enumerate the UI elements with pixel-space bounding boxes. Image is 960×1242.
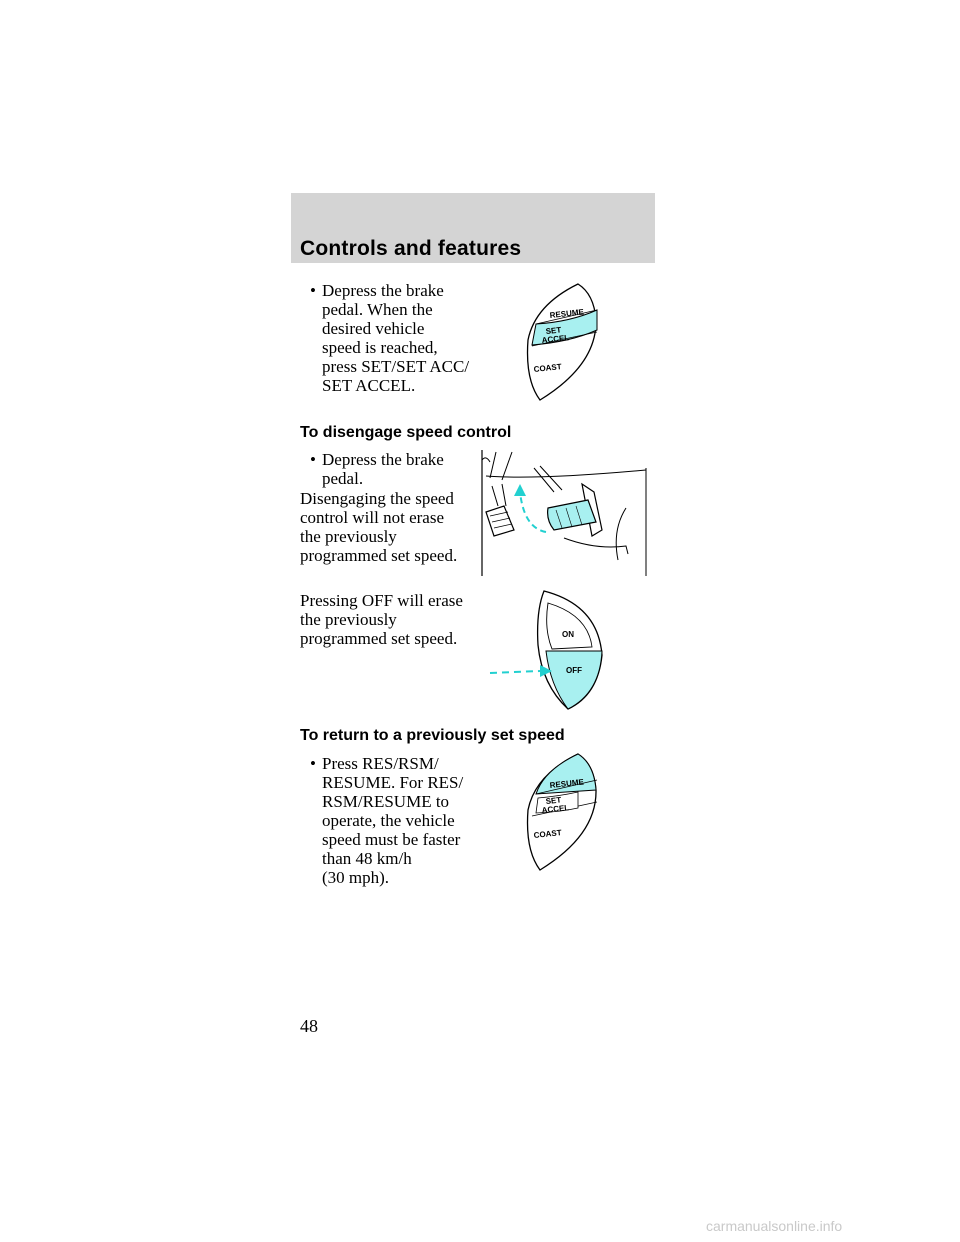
- brake-pedal-figure: [476, 450, 656, 580]
- text-line: desired vehicle: [322, 319, 425, 338]
- coast-label: COAST: [533, 362, 563, 374]
- text-line: pedal.: [322, 469, 364, 488]
- text-block-set-speed: [322, 281, 469, 395]
- text-line: the previously: [300, 527, 397, 546]
- text-block-brake: [322, 450, 444, 488]
- speed-control-switch-set-figure: [500, 280, 620, 410]
- accel-label: ACCEL: [541, 803, 570, 815]
- text-block-disengage-note: [300, 489, 457, 565]
- text-line: programmed set speed.: [300, 629, 458, 648]
- text-line: than 48 km/h: [322, 849, 412, 868]
- text-line: operate, the vehicle: [322, 811, 455, 830]
- text-line: Depress the brake: [322, 281, 444, 300]
- bullet: •: [310, 281, 316, 300]
- on-off-switch-figure: [488, 585, 638, 715]
- text-line: programmed set speed.: [300, 546, 458, 565]
- text-line: the previously: [300, 610, 397, 629]
- text-block-resume: [322, 754, 463, 887]
- accel-label: ACCEL: [541, 333, 570, 345]
- page-number: 48: [300, 1016, 318, 1036]
- resume-label: RESUME: [549, 777, 585, 790]
- text-line: SET ACCEL.: [322, 376, 416, 395]
- set-label: SET: [545, 795, 562, 806]
- text-line: RESUME. For RES/: [322, 773, 464, 792]
- text-line: press SET/SET ACC/: [322, 357, 470, 376]
- text-line: pedal. When the: [322, 300, 433, 319]
- speed-control-switch-resume-figure: [500, 750, 620, 880]
- text-line: Depress the brake: [322, 450, 444, 469]
- text-block-off-note: [300, 591, 463, 648]
- heading-return: To return to a previously set speed: [300, 727, 565, 744]
- bullet: •: [310, 450, 316, 469]
- set-label: SET: [545, 325, 562, 336]
- heading-disengage: To disengage speed control: [300, 424, 512, 441]
- page-title: Controls and features: [300, 237, 522, 260]
- watermark: carmanualsonline.info: [706, 1218, 843, 1234]
- text-line: Press RES/RSM/: [322, 754, 439, 773]
- text-line: Pressing OFF will erase: [300, 591, 463, 610]
- coast-label: COAST: [533, 828, 563, 840]
- text-line: speed must be faster: [322, 830, 461, 849]
- text-line: RSM/RESUME to: [322, 792, 450, 811]
- text-line: control will not erase: [300, 508, 444, 527]
- text-line: (30 mph).: [322, 868, 390, 887]
- on-label: ON: [562, 630, 574, 639]
- text-line: speed is reached,: [322, 338, 438, 357]
- resume-label: RESUME: [549, 307, 585, 320]
- off-label: OFF: [566, 666, 582, 675]
- text-line: Disengaging the speed: [300, 489, 454, 508]
- bullet: •: [310, 754, 316, 773]
